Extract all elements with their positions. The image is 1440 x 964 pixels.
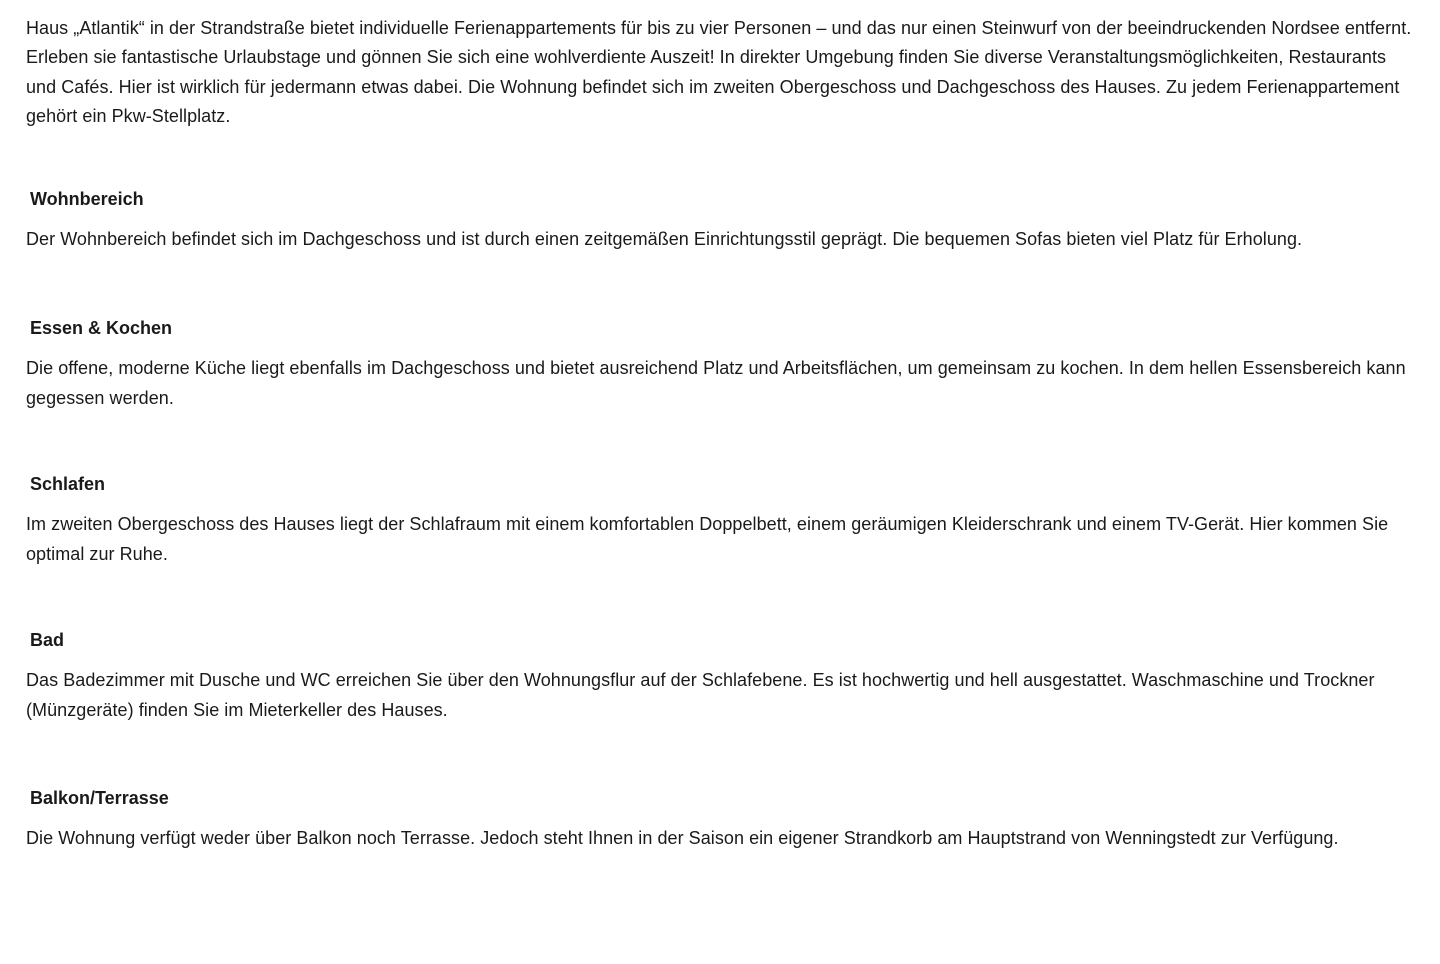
- section-bad: [26, 627, 1414, 725]
- section-balkon-terrasse: [26, 785, 1414, 854]
- section-body: Die offene, moderne Küche liegt ebenfalls im Dachgeschoss und bietet ausreichend Platz und Arbeitsflächen, um gemeinsam zu kochen. In dem hellen Essensbereich kann gegessen werden.: [26, 358, 1406, 408]
- section-heading: Balkon/Terrasse: [30, 788, 169, 808]
- section-schlafen: [26, 471, 1414, 569]
- section-essen-kochen: [26, 315, 1414, 413]
- section-heading: Wohnbereich: [30, 189, 144, 209]
- section-heading: Essen & Kochen: [30, 318, 173, 338]
- section-body: Die Wohnung verfügt weder über Balkon noch Terrasse. Jedoch steht Ihnen in der Saison ein eigener Strandkorb am Hauptstrand von Wenningstedt zur Verfügung.: [26, 828, 1339, 848]
- section-body: Der Wohnbereich befindet sich im Dachgeschoss und ist durch einen zeitgemäßen Einrichtungsstil geprägt. Die bequemen Sofas bieten viel Platz für Erholung.: [26, 229, 1303, 249]
- section-heading: Bad: [30, 630, 65, 650]
- section-body: Das Badezimmer mit Dusche und WC erreichen Sie über den Wohnungsflur auf der Schlafebene. Es ist hochwertig und hell ausgestattet. Waschmaschine und Trockner (Münzgeräte) finden Sie im Mieterkeller des Hauses.: [26, 670, 1375, 720]
- section-wohnbereich: [26, 186, 1414, 255]
- section-heading: Schlafen: [30, 474, 106, 494]
- intro-paragraph: Haus „Atlantik“ in der Strandstraße bietet individuelle Ferienappartements für bis zu vier Personen – und das nur einen Steinwurf von der beeindruckenden Nordsee entfernt. Erleben sie fantastische Urlaubstage und gönnen Sie sich eine wohlverdiente Auszeit! In direkter Umgebung finden Sie diverse Veranstaltungsmöglichkeiten, Restaurants und Cafés. Hier ist wirklich für jedermann etwas dabei. Die Wohnung befindet sich im zweiten Obergeschoss und Dachgeschoss des Hauses. Zu jedem Ferienappartement gehört ein Pkw-Stellplatz.: [26, 18, 1412, 126]
- document: [26, 14, 1414, 848]
- section-body: Im zweiten Obergeschoss des Hauses liegt der Schlafraum mit einem komfortablen Doppelbett, einem geräumigen Kleiderschrank und einem TV-Gerät. Hier kommen Sie optimal zur Ruhe.: [26, 514, 1389, 564]
